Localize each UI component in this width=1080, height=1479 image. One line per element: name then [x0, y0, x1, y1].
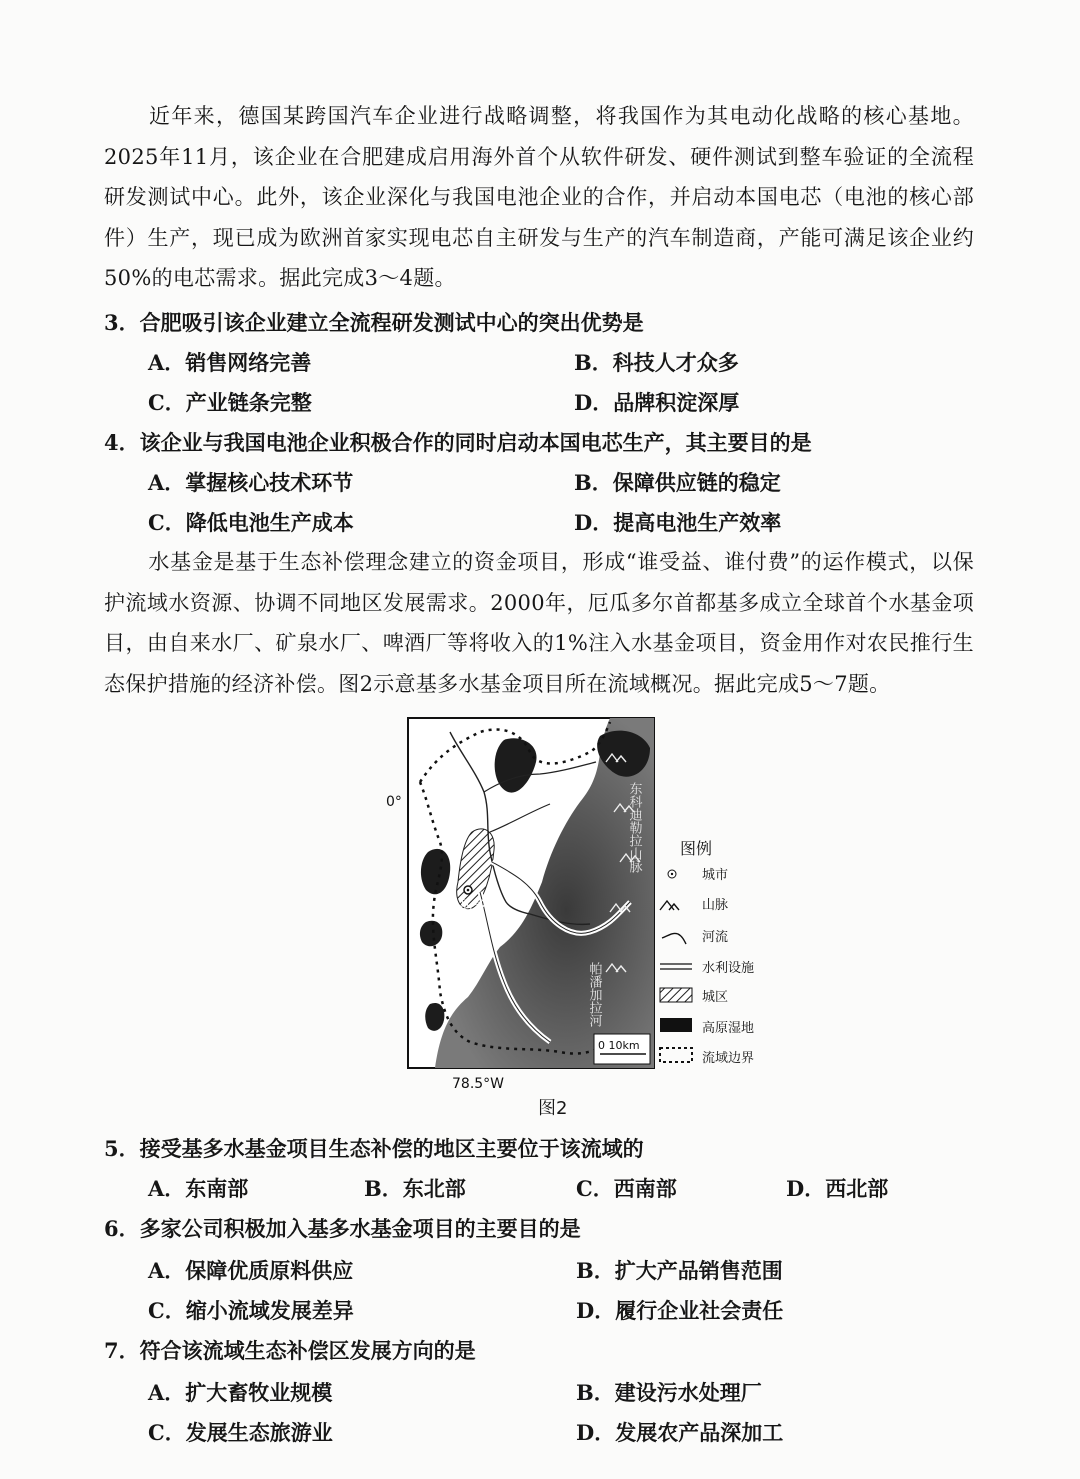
q7-option-d[interactable]: D．发展农产品深加工 [576, 1420, 784, 1445]
passage-2 [104, 542, 974, 704]
question-5-stem: 5．接受基多水基金项目生态补偿的地区主要位于该流域的 [104, 1136, 644, 1161]
legend-water-facility: 水利设施 [702, 961, 755, 976]
question-7-stem: 7．符合该流域生态补偿区发展方向的是 [104, 1338, 476, 1363]
q5-option-d[interactable]: D．西北部 [786, 1176, 889, 1201]
map-legend [660, 868, 754, 1066]
q6-option-c[interactable]: C．缩小流域发展差异 [148, 1298, 354, 1323]
scale-label: 0 10km [598, 1039, 640, 1052]
q6-option-b[interactable]: B．扩大产品销售范围 [576, 1258, 783, 1283]
legend-urban-icon [660, 988, 692, 1002]
q3-option-a[interactable]: A．销售网络完善 [148, 350, 312, 375]
basin-map-figure [380, 712, 780, 1092]
passage-1 [104, 96, 974, 299]
q4-option-c[interactable]: C．降低电池生产成本 [148, 510, 354, 535]
question-4-stem: 4．该企业与我国电池企业积极合作的同时启动本国电芯生产，其主要目的是 [104, 430, 812, 455]
passage-1-text: 近年来，德国某跨国汽车企业进行战略调整，将我国作为其电动化战略的核心基地。2025年11月，该企业在合肥建成启用海外首个从软件研发、硬件测试到整车验证的全流程研发测试中心。此外，该企业深化与我国电池企业的合作，并启动本国电芯（电池的核心部件）生产，现已成为欧洲首家实现电芯自主研发与生产的汽车制造商，产能可满足该企业约50%的电芯需求。据此完成3～4题。 [104, 104, 974, 290]
latitude-label: 0° [386, 794, 402, 810]
q7-option-c[interactable]: C．发展生态旅游业 [148, 1420, 333, 1445]
q4-option-d[interactable]: D．提高电池生产效率 [574, 510, 782, 535]
longitude-label: 78.5°W [452, 1076, 505, 1092]
passage-2-text: 水基金是基于生态补偿理念建立的资金项目，形成“谁受益、谁付费”的运作模式，以保护流域水资源、协调不同地区发展需求。2000年，厄瓜多尔首都基多成立全球首个水基金项目，由自来水厂、矿泉水厂、啤酒厂等将收入的1%注入水基金项目，资金用作对农民推行生态保护措施的经济补偿。图2示意基多水基金项目所在流域概况。据此完成5～7题。 [104, 550, 974, 696]
q5-option-b[interactable]: B．东北部 [364, 1176, 466, 1201]
legend-mountain: 山脉 [702, 898, 729, 913]
legend-urban: 城区 [702, 990, 729, 1005]
question-3-stem: 3．合肥吸引该企业建立全流程研发测试中心的突出优势是 [104, 310, 644, 335]
river-label: 帕潘加拉河 [586, 962, 602, 1027]
legend-wetland-icon [660, 1018, 692, 1032]
legend-city: 城市 [702, 868, 729, 883]
q4-option-a[interactable]: A．掌握核心技术环节 [148, 470, 354, 495]
q3-option-d[interactable]: D．品牌积淀深厚 [574, 390, 740, 415]
figure-caption: 图2 [538, 1098, 568, 1119]
legend-mountain-icon [660, 901, 679, 910]
legend-wetland: 高原湿地 [702, 1021, 755, 1036]
basin-map [380, 712, 780, 1092]
q3-option-c[interactable]: C．产业链条完整 [148, 390, 312, 415]
q5-option-a[interactable]: A．东南部 [148, 1176, 249, 1201]
legend-river-icon [662, 933, 686, 944]
q6-option-d[interactable]: D．履行企业社会责任 [576, 1298, 784, 1323]
q6-option-a[interactable]: A．保障优质原料供应 [148, 1258, 354, 1283]
city-label: 基多 [458, 898, 486, 914]
q7-option-a[interactable]: A．扩大畜牧业规模 [148, 1380, 333, 1405]
q7-option-b[interactable]: B．建设污水处理厂 [576, 1380, 762, 1405]
question-6-stem: 6．多家公司积极加入基多水基金项目的主要目的是 [104, 1216, 581, 1241]
legend-title: 图例 [680, 839, 713, 858]
legend-boundary: 流域边界 [702, 1051, 755, 1066]
q4-option-b[interactable]: B．保障供应链的稳定 [574, 470, 781, 495]
legend-river: 河流 [702, 930, 729, 945]
q5-option-c[interactable]: C．西南部 [576, 1176, 677, 1201]
mountain-label: 东科迪勒拉山脉 [626, 782, 642, 873]
legend-boundary-icon [660, 1048, 692, 1062]
q3-option-b[interactable]: B．科技人才众多 [574, 350, 739, 375]
